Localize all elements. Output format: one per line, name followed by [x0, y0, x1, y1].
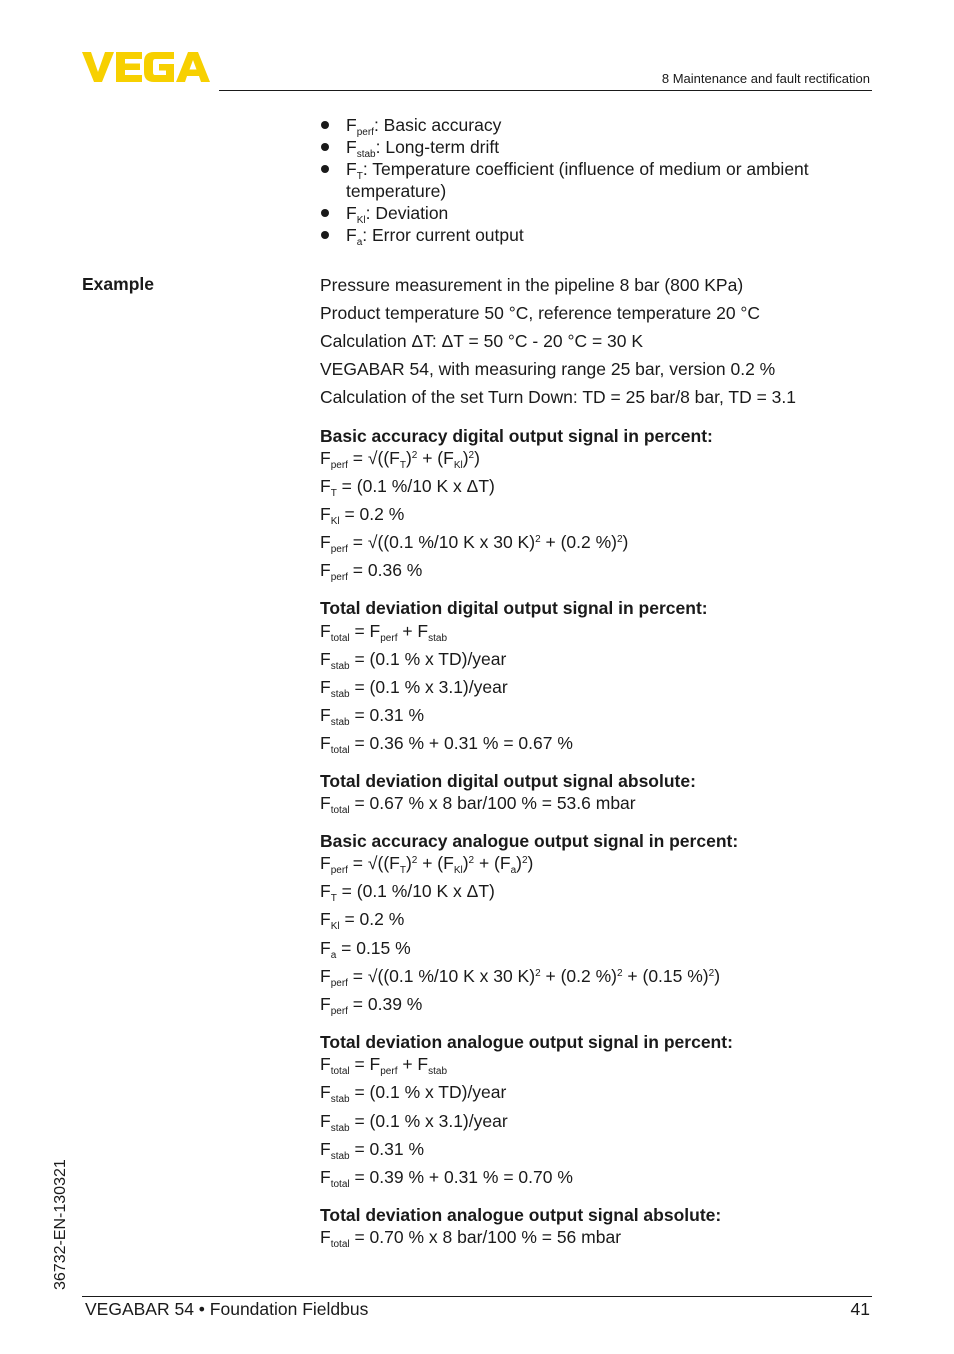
example-line: Calculation of the set Turn Down: TD = 25 bar/8 bar, TD = 3.1	[320, 387, 797, 407]
formula-line: $F_{stab} = (0.1$ % x TD)/year	[320, 649, 507, 672]
formula-line: $F_T = (0.1$ %/10 K x ΔT)	[320, 476, 495, 499]
formula-line: $F_a = 0.15$ %	[320, 938, 411, 961]
document-id: 36732-EN-130321	[52, 1159, 69, 1290]
section-heading: Total deviation analogue output signal absolute:	[320, 1205, 722, 1225]
bullet-icon	[321, 165, 329, 173]
formula-line: $F_{perf} = 0.36$ %	[320, 560, 423, 583]
formula-line: $F_{stab} = (0.1$ % x 3.1)/year	[320, 677, 508, 700]
formula-line: $F_{total} = 0.70$ % x 8 bar/100 % = 56 mbar	[320, 1227, 622, 1250]
formula-line: $F_{stab} = 0.31$ %	[320, 705, 425, 728]
list-item: $F_a$: Error current output	[320, 224, 860, 246]
example-label: Example	[82, 274, 154, 294]
formula-line: $F_T = (0.1$ %/10 K x ΔT)	[320, 881, 495, 904]
list-item: $F_{stab}$: Long-term drift	[320, 136, 860, 158]
bullet-icon	[321, 143, 329, 151]
example-line: VEGABAR 54, with measuring range 25 bar, version 0.2 %	[320, 359, 776, 379]
footer-divider	[82, 1296, 872, 1297]
formula-line: $F_{perf} = √((0.1$ %/10 K x 30 K)$^2$ + (0.2 %)$^2$)	[320, 532, 629, 555]
formula-line: $F_{total} = F_{perf} + F_{stab}$	[320, 621, 448, 644]
section-heading: Basic accuracy digital output signal in percent:	[320, 426, 713, 446]
list-item: $F_{perf}$: Basic accuracy	[320, 114, 860, 136]
section-heading: Basic accuracy analogue output signal in percent:	[320, 831, 739, 851]
formula-line: $F_{Kl} = 0.2$ %	[320, 909, 405, 932]
page-number: 41	[850, 1299, 870, 1319]
formula-line: $F_{total} = 0.67$ % x 8 bar/100 % = 53.6 mbar	[320, 793, 636, 816]
example-line: Calculation ΔT: ΔT = 50 °C - 20 °C = 30 K	[320, 331, 644, 351]
formula-line: $F_{perf} = √((F_T)^2 + (F_{Kl})^2)$	[320, 448, 480, 471]
symbol-legend-list	[320, 114, 860, 246]
header-section-title: 8 Maintenance and fault rectification	[661, 71, 870, 86]
formula-line: $F_{total} = F_{perf} + F_{stab}$	[320, 1054, 448, 1077]
section-heading: Total deviation digital output signal in percent:	[320, 598, 708, 618]
footer-title: VEGABAR 54 • Foundation Fieldbus	[85, 1299, 369, 1319]
section-heading: Total deviation analogue output signal in percent:	[320, 1032, 733, 1052]
formula-line: $F_{stab} = (0.1$ % x 3.1)/year	[320, 1111, 508, 1134]
formula-line: $F_{stab} = (0.1$ % x TD)/year	[320, 1082, 507, 1105]
bullet-icon	[321, 209, 329, 217]
bullet-icon	[321, 121, 329, 129]
vega-logo	[82, 50, 212, 84]
section-heading: Total deviation digital output signal absolute:	[320, 771, 696, 791]
formula-line: $F_{stab} = 0.31$ %	[320, 1139, 425, 1162]
formula-line: $F_{total} = 0.39$ % + 0.31 % = 0.70 %	[320, 1167, 573, 1190]
formula-line: $F_{Kl} = 0.2$ %	[320, 504, 405, 527]
example-line: Product temperature 50 °C, reference temperature 20 °C	[320, 303, 761, 323]
bullet-icon	[321, 231, 329, 239]
formula-line: $F_{total} = 0.36$ % + 0.31 % = 0.67 %	[320, 733, 573, 756]
list-item: $F_T$: Temperature coefficient (influence of medium or ambient temperature)	[320, 158, 860, 202]
formula-line: $F_{perf} = √((F_T)^2 + (F_{Kl})^2 + (F_a)^2)$	[320, 853, 534, 876]
list-item: $F_{Kl}$: Deviation	[320, 202, 860, 224]
formula-line: $F_{perf} = 0.39$ %	[320, 994, 423, 1017]
header-divider	[219, 90, 872, 91]
example-line: Pressure measurement in the pipeline 8 bar (800 KPa)	[320, 275, 744, 295]
formula-line: $F_{perf} = √((0.1$ %/10 K x 30 K)$^2$ + (0.2 %)$^2$ + (0.15 %)$^2$)	[320, 966, 721, 989]
